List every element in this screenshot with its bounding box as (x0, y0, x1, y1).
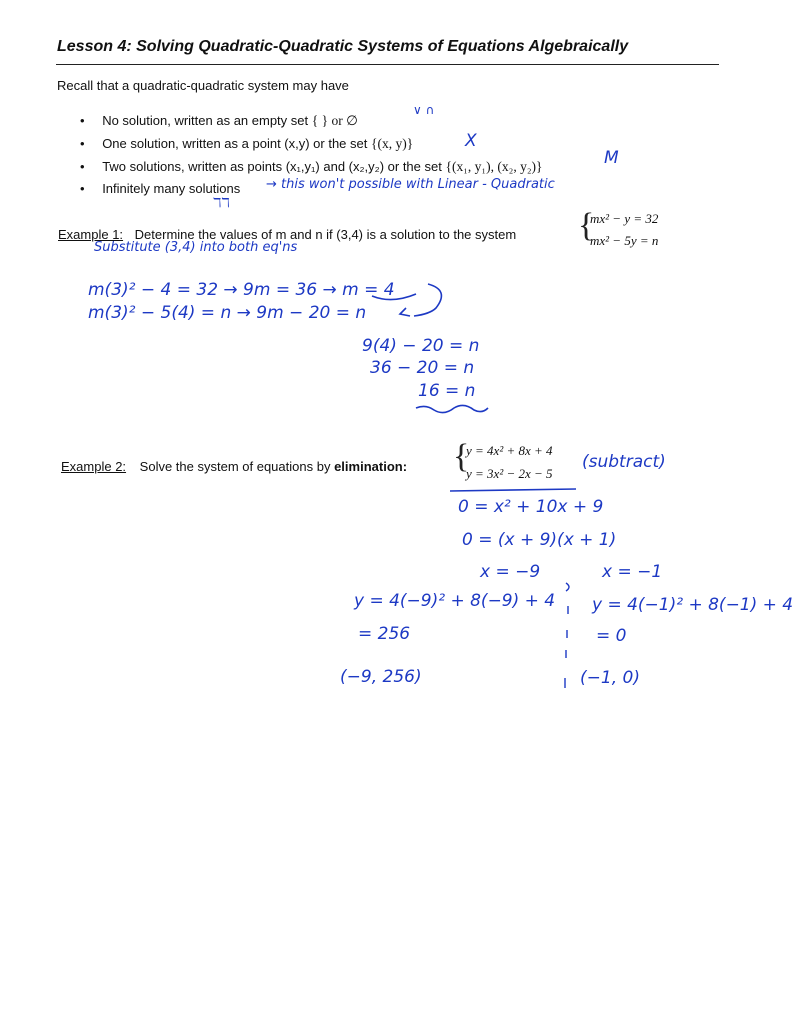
bullet-dot: • (80, 136, 85, 151)
example2-work-line: = 256 (358, 624, 411, 644)
bullet-text: Infinitely many solutions (102, 181, 241, 196)
intro-text: Recall that a quadratic-quadratic system may have (57, 78, 349, 93)
bullet-text: One solution, written as a point (x,y) or the set (102, 136, 368, 151)
example1-prompt: Determine the values of m and n if (3,4) is a solution to the system (134, 227, 517, 242)
system-brace: { (453, 438, 470, 475)
example1-work-line: 36 − 20 = n (370, 358, 475, 378)
example1-work-line: 9(4) − 20 = n (362, 336, 480, 356)
subtract-rule (450, 489, 576, 491)
bullet-item (80, 159, 543, 175)
example2-note-handwritten: (subtract) (582, 452, 666, 472)
system-brace: { (578, 207, 595, 244)
example2-eq1: y = 4x² + 8x + 4 (466, 443, 553, 458)
wavy-underline-n (416, 405, 488, 412)
example2-prompt: Solve the system of equations by (139, 459, 331, 474)
bullet-item (80, 181, 240, 196)
bullet-dot: • (80, 181, 85, 196)
example2-work-line: x = −1 (602, 562, 663, 582)
infinite-mark-handwritten: ℸℸ (213, 196, 230, 211)
example1-work-line: m(3)² − 4 = 32 → 9m = 36 → m = 4 (88, 280, 395, 300)
bullet-item (80, 113, 358, 129)
example1-eq1: mx² − y = 32 (590, 211, 659, 226)
curved-arrow (414, 284, 441, 316)
example2-prompt-bold: elimination: (334, 459, 408, 474)
bullet-note-handwritten: ∨ ∩ (413, 103, 435, 117)
example2-work-line: = 0 (596, 626, 627, 646)
example1-eq2: mx² − 5y = n (590, 233, 659, 248)
example2-work-line: x = −9 (480, 562, 541, 582)
bullet-note-handwritten: → this won't possible with Linear - Quadratic (266, 177, 555, 192)
bullet-item (80, 136, 413, 152)
bullet-math: { } or ∅ (311, 113, 358, 128)
bullet-note-handwritten: X (465, 131, 477, 151)
bullet-note-handwritten: M (604, 148, 619, 168)
divider-mark (566, 583, 569, 591)
bullet-dot: • (80, 113, 85, 128)
example1-work-line: m(3)² − 5(4) = n → 9m − 20 = n (88, 303, 367, 323)
example2-work-line: (−9, 256) (340, 667, 422, 687)
bullet-math: {(x₁, y₁), (x₂, y₂)} (445, 159, 543, 174)
example2-work-line: 0 = x² + 10x + 9 (458, 497, 604, 517)
bullet-text: Two solutions, written as points (x₁,y₁) and (x₂,y₂) or the set (102, 159, 442, 174)
bullet-math: {(x, y)} (371, 136, 414, 151)
bullet-text: No solution, written as an empty set (102, 113, 309, 128)
example1-label: Example 1: (58, 227, 124, 242)
example2-work-line: y = 4(−1)² + 8(−1) + 4 (592, 595, 793, 615)
title-rule (56, 64, 719, 65)
example2-heading (61, 459, 407, 474)
example2-eq2: y = 3x² − 2x − 5 (466, 466, 553, 481)
example2-work-line: (−1, 0) (580, 668, 640, 688)
example2-work-line: y = 4(−9)² + 8(−9) + 4 (354, 591, 556, 611)
example2-work-line: 0 = (x + 9)(x + 1) (462, 530, 617, 550)
example1-work-line: 16 = n (418, 381, 476, 401)
example1-work-line: Substitute (3,4) into both eq'ns (94, 240, 298, 255)
bullet-dot: • (80, 159, 85, 174)
page-title: Lesson 4: Solving Quadratic-Quadratic Systems of Equations Algebraically (57, 38, 629, 55)
example2-label: Example 2: (61, 459, 127, 474)
arrow-head (400, 308, 410, 316)
